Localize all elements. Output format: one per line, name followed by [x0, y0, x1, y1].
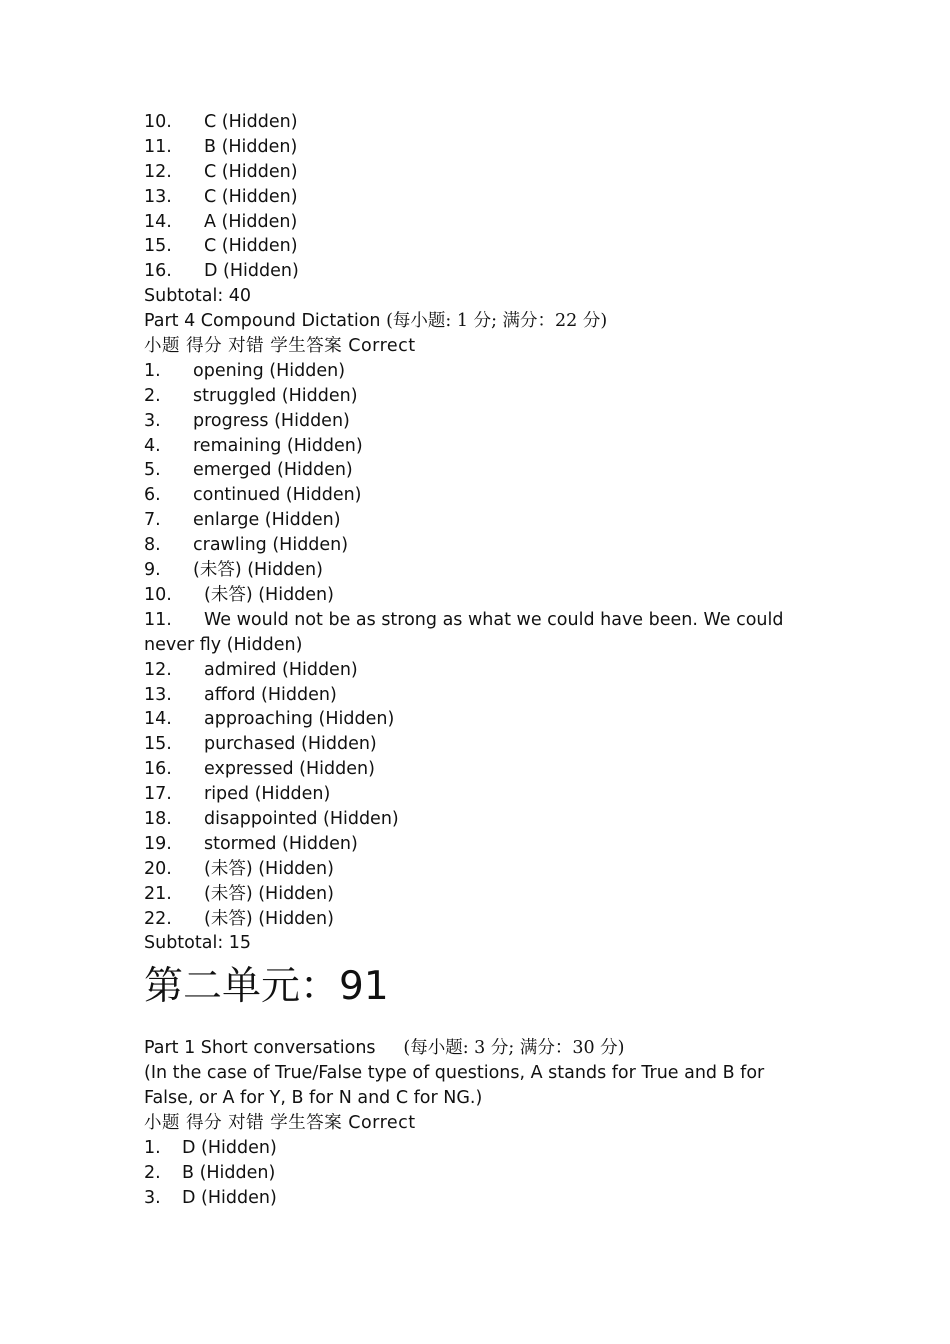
list-item: 3. D (Hidden): [144, 1187, 277, 1208]
part3-answer-list: [144, 110, 814, 309]
unit2-part1-answer-list: [144, 1136, 814, 1211]
list-item: 2. B (Hidden): [144, 1162, 276, 1183]
spacer: [144, 1016, 814, 1036]
part4-title: Part 4 Compound Dictation (每小题: 1 分; 满分：22 分): [144, 311, 608, 332]
list-item: 4. remaining (Hidden): [144, 435, 363, 456]
list-item: 6. continued (Hidden): [144, 485, 362, 506]
list-item: 2. struggled (Hidden): [144, 385, 358, 406]
list-item: 22. (未答) (Hidden): [144, 908, 334, 929]
list-item: 15. C (Hidden): [144, 236, 298, 257]
list-item: 13. afford (Hidden): [144, 684, 337, 705]
list-item: 1. opening (Hidden): [144, 360, 346, 381]
list-item: 11. B (Hidden): [144, 136, 298, 157]
part4-answer-list: [144, 359, 814, 932]
list-item: 9. (未答) (Hidden): [144, 560, 323, 581]
list-item: 14. A (Hidden): [144, 211, 298, 232]
list-item: 1. D (Hidden): [144, 1137, 277, 1158]
list-item: 17. riped (Hidden): [144, 784, 331, 805]
part4-subtotal: Subtotal: 15: [144, 933, 252, 954]
list-item: 5. emerged (Hidden): [144, 460, 353, 481]
list-item: 16. D (Hidden): [144, 261, 299, 282]
unit2-heading: 第二单元：91: [144, 964, 389, 1010]
document-page: [144, 110, 814, 1211]
unit2-part1-title: Part 1 Short conversations (每小题: 3 分; 满分：30 分): [144, 1038, 625, 1059]
unit2-part1-note: (In the case of True/False type of questions, A stands for True and B for False, or A for Y, B for N and C for NG.): [144, 1063, 765, 1109]
list-item: 10. C (Hidden): [144, 112, 298, 132]
list-item: 18. disappointed (Hidden): [144, 808, 399, 829]
list-item: 15. purchased (Hidden): [144, 734, 377, 755]
unit2-part1-column-header: 小题 得分 对错 学生答案 Correct: [144, 1113, 416, 1134]
list-item: 13. C (Hidden): [144, 186, 298, 207]
list-item: 10. (未答) (Hidden): [144, 584, 334, 605]
list-item: 11. We would not be as strong as what we could have been. We could never fly (Hidden): [144, 609, 784, 655]
list-item: 12. C (Hidden): [144, 161, 298, 182]
list-item: 16. expressed (Hidden): [144, 759, 375, 780]
part3-subtotal: Subtotal: 40: [144, 286, 252, 307]
list-item: 20. (未答) (Hidden): [144, 858, 334, 879]
list-item: 19. stormed (Hidden): [144, 833, 358, 854]
part4-column-header: 小题 得分 对错 学生答案 Correct: [144, 336, 416, 357]
list-item: 7. enlarge (Hidden): [144, 510, 341, 531]
list-item: 12. admired (Hidden): [144, 659, 358, 680]
list-item: 3. progress (Hidden): [144, 410, 350, 431]
list-item: 8. crawling (Hidden): [144, 535, 349, 556]
list-item: 21. (未答) (Hidden): [144, 883, 334, 904]
list-item: 14. approaching (Hidden): [144, 709, 395, 730]
